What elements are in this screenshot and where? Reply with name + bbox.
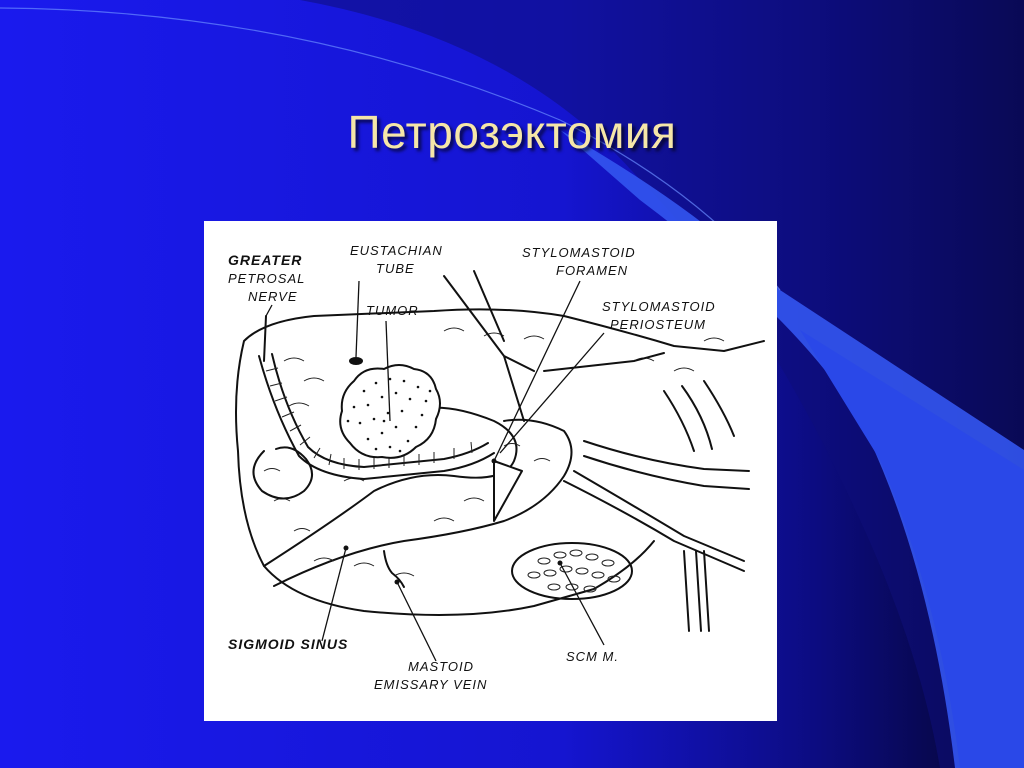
eustachian-opening <box>349 357 363 365</box>
label-eustachian-2: TUBE <box>376 261 415 276</box>
label-greater-petrosal-2: PETROSAL <box>228 271 306 286</box>
label-mastoid-emissary-1: MASTOID <box>408 659 474 674</box>
label-stylomastoid-periosteum-1: STYLOMASTOID <box>602 299 716 314</box>
label-eustachian-1: EUSTACHIAN <box>350 243 443 258</box>
petrous-ridge <box>274 420 572 586</box>
petrosectomy-illustration <box>204 221 777 721</box>
scm-muscle <box>512 543 632 599</box>
label-mastoid-emissary-2: EMISSARY VEIN <box>374 677 488 692</box>
label-greater-petrosal-3: NERVE <box>248 289 298 304</box>
label-stylomastoid-foramen-1: STYLOMASTOID <box>522 245 636 260</box>
mastoid-emissary-vein <box>384 551 404 587</box>
label-stylomastoid-foramen-2: FORAMEN <box>556 263 628 278</box>
anatomical-diagram <box>204 221 777 721</box>
label-tumor: TUMOR <box>366 303 419 318</box>
neck-muscles <box>564 471 744 631</box>
scm-fibers <box>528 550 620 592</box>
slide-title: Петрозэктомия <box>347 106 677 158</box>
label-scm: SCM M. <box>566 649 619 664</box>
styloid-branches <box>444 271 664 421</box>
label-sigmoid-sinus: SIGMOID SINUS <box>228 636 349 652</box>
greater-petrosal-nerve <box>264 316 266 361</box>
labyrinth-loop <box>253 447 312 498</box>
label-stylomastoid-periosteum-2: PERIOSTEUM <box>610 317 706 332</box>
label-greater-petrosal-1: GREATER <box>228 252 303 268</box>
carotid-vessels <box>584 381 749 489</box>
stylomastoid-process <box>494 461 522 521</box>
